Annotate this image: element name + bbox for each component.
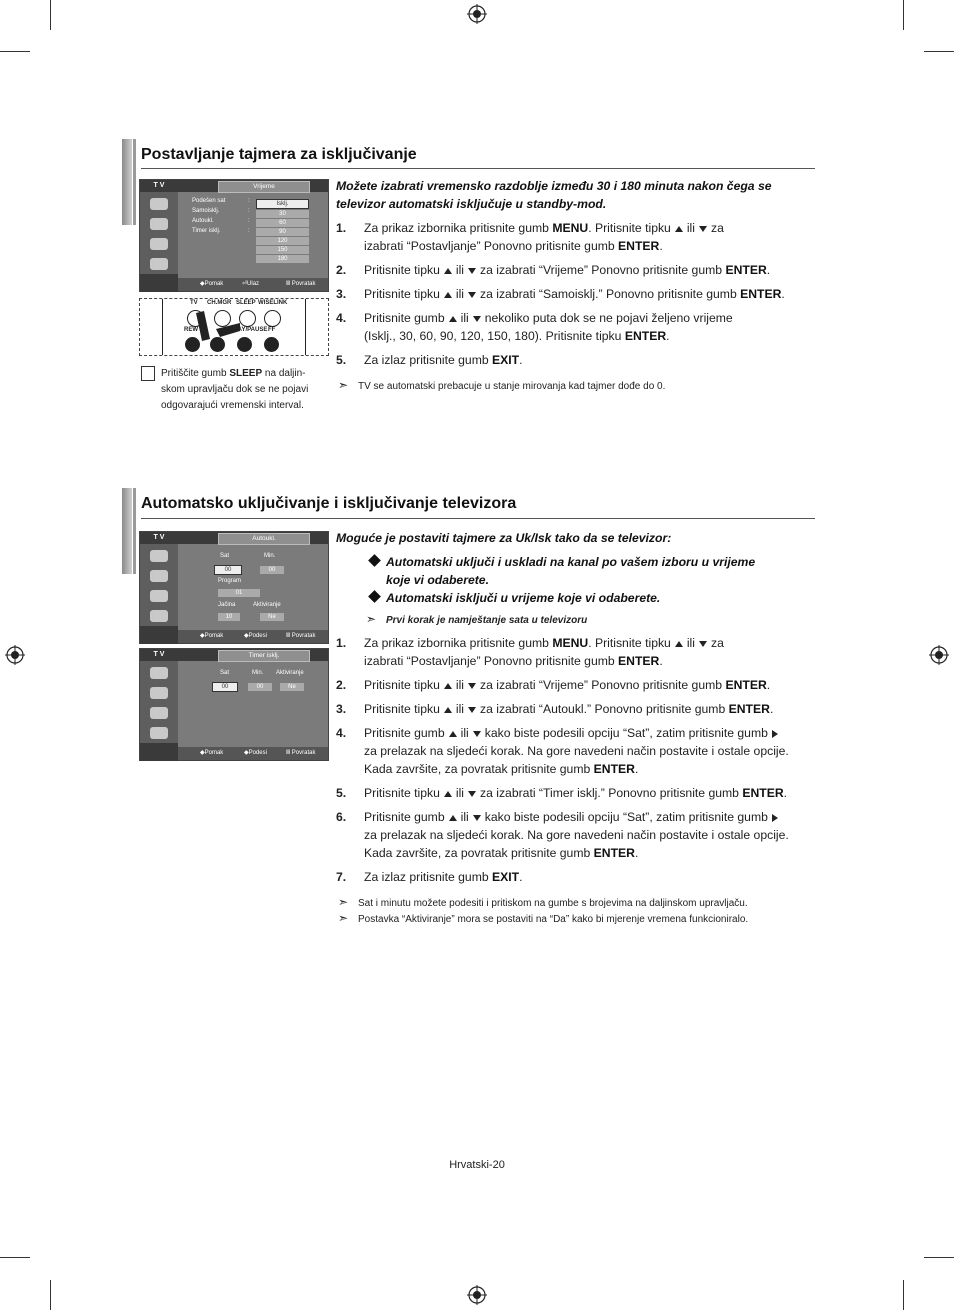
osd-title: Timer isklj. — [218, 650, 310, 662]
sleep-side-note: Pritiščite gumb SLEEP na daljin-skom upravljaču dok se ne pojavi odgovarajući vremenski interval. — [161, 368, 309, 411]
step: 2. Pritisnite tipku ili za izabrati “Vrijeme” Ponovno pritisnite gumb ENTER. — [336, 678, 771, 692]
tv-label: T V — [140, 180, 178, 192]
up-arrow-icon — [675, 641, 683, 647]
up-arrow-icon — [449, 316, 457, 322]
osd-label: Sat — [220, 553, 230, 559]
section-bar — [133, 488, 136, 574]
remote-control-illustration — [139, 298, 329, 356]
step: 1. Za prikaz izbornika pritisnite gumb MENU. Pritisnite tipku ili za izabrati “Postavljanje” Ponovno pritisnite gumb ENTER. — [336, 636, 724, 668]
channel-icon — [150, 727, 168, 739]
down-arrow-icon — [468, 707, 476, 713]
tv-label: T V — [140, 532, 178, 544]
osd-label: Aktiviranje — [276, 670, 304, 676]
osd-value: 00 — [214, 565, 242, 575]
up-arrow-icon — [444, 268, 452, 274]
setup-icon — [140, 626, 178, 644]
crop-mark — [50, 1280, 51, 1310]
remote-label: TV — [190, 300, 198, 306]
osd-label: Sat — [220, 670, 230, 676]
osd-value: 00 — [212, 682, 238, 692]
bullet: Automatski uključi i uskladi na kanal po vašem izboru u vrijeme koje vi odaberete. — [370, 553, 810, 589]
diamond-bullet-icon — [368, 590, 381, 603]
osd-value: 00 — [248, 683, 272, 691]
osd-option: 30 — [256, 210, 309, 218]
down-arrow-icon — [468, 791, 476, 797]
diamond-bullet-icon — [368, 554, 381, 567]
remote-label: REW — [184, 327, 198, 333]
step: 3. Pritisnite tipku ili za izabrati “Autoukl.” Ponovno pritisnite gumb ENTER. — [336, 702, 774, 716]
osd-label: Min. — [252, 670, 264, 676]
note: ➣ Sat i minutu možete podesiti i pritiskom na gumbe s brojevima na daljinskom upravljaču. — [338, 895, 748, 909]
osd-title: Vrijeme — [218, 181, 310, 193]
crop-mark — [924, 51, 954, 52]
step: 3. Pritisnite tipku ili za izabrati “Samoisklj.” Ponovno pritisnite gumb ENTER. — [336, 287, 785, 301]
registration-mark-icon — [467, 4, 487, 24]
down-arrow-icon — [473, 731, 481, 737]
note: ➣ TV se automatski prebacuje u stanje mirovanja kad tajmer dođe do 0. — [338, 378, 666, 392]
tv-osd-time-menu — [139, 179, 329, 292]
remote-label: CH.MGR — [207, 300, 232, 306]
osd-option: Isklj. — [256, 199, 309, 209]
note-arrow-icon: ➣ — [366, 612, 377, 626]
setup-icon — [140, 274, 178, 292]
input-icon — [150, 667, 168, 679]
setup-icon — [140, 743, 178, 761]
registration-mark-icon — [929, 645, 949, 665]
remote-label: SLEEP — [236, 300, 256, 306]
osd-footer: ◆Pomak ◆Podesi Ⅲ Povratak — [178, 630, 328, 643]
page-footer: Hrvatski-20 — [449, 1159, 505, 1171]
wiselink-button — [264, 310, 281, 327]
ff-button — [264, 337, 279, 352]
down-arrow-icon — [473, 316, 481, 322]
osd-row-label: Samoisklj. — [192, 208, 220, 214]
osd-value: 01 — [218, 589, 260, 597]
osd-label: Aktiviranje — [253, 602, 281, 608]
step: 2. Pritisnite tipku ili za izabrati “Vrijeme” Ponovno pritisnite gumb ENTER. — [336, 263, 771, 277]
note-icon — [141, 366, 155, 381]
step: 5. Za izlaz pritisnite gumb EXIT. — [336, 353, 523, 367]
up-arrow-icon — [444, 707, 452, 713]
section-rule — [141, 518, 815, 519]
down-arrow-icon — [473, 815, 481, 821]
step: 7. Za izlaz pritisnite gumb EXIT. — [336, 870, 523, 884]
crop-mark — [924, 1257, 954, 1258]
right-arrow-icon — [772, 814, 778, 822]
osd-option: 60 — [256, 219, 309, 227]
up-arrow-icon — [444, 683, 452, 689]
down-arrow-icon — [468, 268, 476, 274]
osd-row-label: Autoukl. — [192, 218, 214, 224]
up-arrow-icon — [444, 791, 452, 797]
tv-osd-timer-off — [139, 648, 329, 761]
step: 4. Pritisnite gumb ili nekoliko puta dok se ne pojavi željeno vrijeme (Isklj., 30, 60, 90, 120, 150, 180). Pritisnite tipku ENTER. — [336, 311, 733, 343]
crop-mark — [903, 0, 904, 30]
note: ➣ Postavka “Aktiviranje” mora se postaviti na “Da” kako bi mjerenje vremena funkcioniralo. — [338, 911, 749, 925]
crop-mark — [50, 0, 51, 30]
remote-label: PLAY/PAUSE — [230, 327, 268, 333]
osd-option: 150 — [256, 246, 309, 254]
section1-intro: Možete izabrati vremensko razdoblje između 30 i 180 minuta nakon čega se televizor automatski isključuje u standby-mod. — [336, 179, 772, 211]
registration-mark-icon — [467, 1285, 487, 1305]
input-icon — [150, 550, 168, 562]
tv-label: T V — [140, 649, 178, 661]
osd-row-label: Timer isklj. — [192, 228, 221, 234]
stop-button — [210, 337, 225, 352]
up-arrow-icon — [444, 292, 452, 298]
osd-label: Jačina — [218, 602, 236, 608]
section-bar — [122, 139, 132, 225]
osd-footer-move: ◆Pomak — [200, 281, 224, 287]
section-title: Automatsko uključivanje i isključivanje televizora — [141, 495, 517, 512]
osd-footer: ◆Pomak ◆Podesi Ⅲ Povratak — [178, 747, 328, 760]
osd-value: Ne — [260, 613, 284, 621]
osd-label: Min. — [264, 553, 276, 559]
up-arrow-icon — [449, 815, 457, 821]
crop-mark — [0, 51, 30, 52]
step: 6. Pritisnite gumb ili kako biste podesili opciju “Sat”, zatim pritisnite gumb za prelazak na sljedeći korak. Na gore navedeni način postavite i ostale opcije. Kada završite, za povratak pritisnite gumb ENTER. — [336, 810, 789, 860]
section-bar — [133, 139, 136, 225]
osd-option: 90 — [256, 228, 309, 236]
step: 1. Za prikaz izbornika pritisnite gumb MENU. Pritisnite tipku ili za izabrati “Postavljanje” Ponovno pritisnite gumb ENTER. — [336, 221, 724, 253]
section2-intro: Moguće je postaviti tajmere za Uk/Isk tako da se televizor: — [336, 531, 672, 545]
picture-icon — [150, 570, 168, 582]
section-title: Postavljanje tajmera za isključivanje — [141, 146, 417, 163]
note-arrow-icon: ➣ — [338, 895, 349, 909]
osd-footer-return: Ⅲ Povratak — [286, 281, 316, 287]
down-arrow-icon — [468, 292, 476, 298]
right-arrow-icon — [772, 730, 778, 738]
osd-title: Autoukl. — [218, 533, 310, 545]
up-arrow-icon — [675, 226, 683, 232]
osd-colon: : — [248, 218, 250, 224]
play-pause-button — [237, 337, 252, 352]
remote-label: FF — [268, 327, 276, 333]
up-arrow-icon — [449, 731, 457, 737]
osd-colon: : — [248, 198, 250, 204]
down-arrow-icon — [468, 683, 476, 689]
tv-osd-auto-on — [139, 531, 329, 644]
picture-icon — [150, 687, 168, 699]
section-bar — [122, 488, 132, 574]
osd-footer — [178, 278, 328, 291]
step: 4. Pritisnite gumb ili kako biste podesili opciju “Sat”, zatim pritisnite gumb za prelazak na sljedeći korak. Na gore navedeni način postavite i ostale opcije. Kada završite, za povratak pritisnite gumb ENTER. — [336, 726, 789, 776]
osd-value: 00 — [260, 566, 284, 574]
section-rule — [141, 168, 815, 169]
input-icon — [150, 198, 168, 210]
channel-icon — [150, 258, 168, 270]
sound-icon — [150, 590, 168, 602]
remote-label: WISELINK — [258, 300, 288, 306]
prenote: ➣ Prvi korak je namještanje sata u televizoru — [366, 612, 588, 626]
note-arrow-icon: ➣ — [338, 911, 349, 925]
osd-row-label: Podešen sat — [192, 198, 226, 204]
crop-mark — [0, 1257, 30, 1258]
channel-icon — [150, 610, 168, 622]
osd-label: Program — [218, 578, 242, 584]
sound-icon — [150, 707, 168, 719]
osd-option: 120 — [256, 237, 309, 245]
registration-mark-icon — [5, 645, 25, 665]
step: 5. Pritisnite tipku ili za izabrati “Timer isklj.” Ponovno pritisnite gumb ENTER. — [336, 786, 788, 800]
osd-footer-enter: ⏎Ulaz — [242, 281, 260, 287]
crop-mark — [903, 1280, 904, 1310]
rew-button — [185, 337, 200, 352]
picture-icon — [150, 218, 168, 230]
down-arrow-icon — [699, 641, 707, 647]
osd-value: 10 — [218, 613, 240, 621]
down-arrow-icon — [699, 226, 707, 232]
osd-value: Ne — [280, 683, 304, 691]
osd-colon: : — [248, 228, 250, 234]
note-arrow-icon: ➣ — [338, 378, 349, 392]
bullet: Automatski isključi u vrijeme koje vi odaberete. — [370, 589, 810, 607]
osd-colon: : — [248, 208, 250, 214]
sound-icon — [150, 238, 168, 250]
osd-option: 180 — [256, 255, 309, 263]
